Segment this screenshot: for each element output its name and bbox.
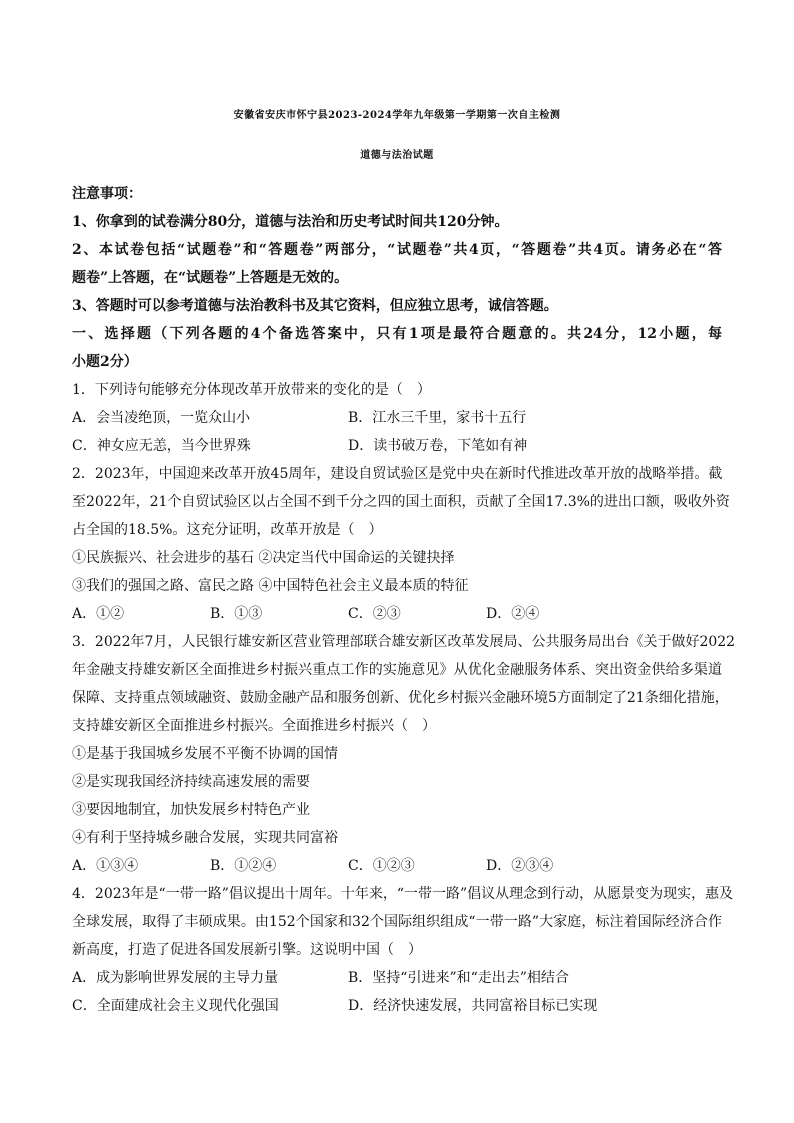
q2-stem-line2: 至2022年，21个自贸试验区以占全国不到千分之四的国土面积，贡献了全国17.3%的进出口额，吸收外资: [72, 494, 730, 510]
q3-stem-line4: 支持雄安新区全面推进乡村振兴。全面推进乡村振兴（ ）: [72, 718, 436, 734]
exam-title: 安徽省安庆市怀宁县2023-2024学年九年级第一学期第一次自主检测: [233, 110, 561, 121]
exam-subtitle: 道德与法治试题: [360, 150, 434, 161]
q2-statements-1-2: ①民族振兴、社会进步的基石 ②决定当代中国命运的关键抉择: [72, 550, 455, 566]
notice-item-2: 2、本试卷包括“试题卷”和“答题卷”两部分，“试题卷”共4页，“答题卷”共4页。请务必在“答: [72, 242, 722, 258]
q2-option-d: D．②④: [486, 606, 540, 622]
q2-stem-line1: 2．2023年，中国迎来改革开放45周年，建设自贸试验区是党中央在新时代推进改革开放的战略举措。截: [72, 466, 723, 482]
q3-option-a: A．①③④: [72, 858, 139, 874]
q4-stem-line1: 4．2023年是“一带一路”倡议提出十周年。十年来，“一带一路”倡议从理念到行动，从愿景变为现实，惠及: [72, 886, 734, 902]
q3-stem-line2: 年金融支持雄安新区全面推进乡村振兴重点工作的实施意见》从优化金融服务体系、突出资金供给多渠道: [72, 662, 722, 678]
q4-option-a: A．成为影响世界发展的主导力量: [72, 970, 279, 986]
q3-statement-4: ④有利于坚持城乡融合发展，实现共同富裕: [72, 830, 338, 846]
q3-stem-line3: 保障、支持重点领域融资、鼓励金融产品和服务创新、优化乡村振兴金融环境5方面制定了21条细化措施，: [72, 690, 729, 706]
q2-option-a: A．①②: [72, 606, 125, 622]
q4-stem-line2: 全球发展，取得了丰硕成果。由152个国家和32个国际组织组成“一带一路”大家庭，标注着国际经济合作: [72, 914, 722, 930]
notice-item-1: 1、你拿到的试卷满分80分，道德与法治和历史考试时间共120分钟。: [72, 214, 509, 230]
notice-item-3: 3、答题时可以参考道德与法治教科书及其它资料，但应独立思考，诚信答题。: [72, 298, 558, 314]
q1-option-b: B．江水三千里，家书十五行: [348, 410, 527, 426]
q1-option-a: A．会当凌绝顶，一览众山小: [72, 410, 251, 426]
section-heading: 一、选择题（下列各题的4个备选答案中，只有1项是最符合题意的。共24分，12小题，每: [72, 326, 722, 342]
q3-statement-1: ①是基于我国城乡发展不平衡不协调的国情: [72, 746, 338, 762]
q4-stem-line3: 新高度，打造了促进各国发展新引擎。这说明中国（ ）: [72, 942, 422, 958]
q1-stem: 1．下列诗句能够充分体现改革开放带来的变化的是（ ）: [72, 382, 431, 398]
q4-option-b: B．坚持“引进来”和“走出去”相结合: [348, 970, 569, 986]
q2-stem-line3: 占全国的18.5%。这充分证明，改革开放是（ ）: [72, 522, 383, 538]
section-heading-cont: 小题2分）: [72, 354, 138, 370]
q4-option-d: D．经济快速发展，共同富裕目标已实现: [348, 998, 598, 1014]
q1-option-d: D．读书破万卷，下笔如有神: [348, 438, 528, 454]
q3-option-d: D．②③④: [486, 858, 554, 874]
q3-statement-2: ②是实现我国经济持续高速发展的需要: [72, 774, 310, 790]
q2-option-b: B．①③: [210, 606, 263, 622]
q3-stem-line1: 3．2022年7月，人民银行雄安新区营业管理部联合雄安新区改革发展局、公共服务局出台《关于做好2022: [72, 634, 736, 650]
q2-option-c: C．②③: [348, 606, 401, 622]
q4-option-c: C．全面建成社会主义现代化强国: [72, 998, 279, 1014]
notice-heading: 注意事项：: [72, 186, 142, 202]
q3-statement-3: ③要因地制宜，加快发展乡村特色产业: [72, 802, 310, 818]
q3-option-c: C．①②③: [348, 858, 415, 874]
notice-item-2-cont: 题卷”上答题，在“试题卷”上答题是无效的。: [72, 270, 349, 286]
q2-statements-3-4: ③我们的强国之路、富民之路 ④中国特色社会主义最本质的特征: [72, 578, 469, 594]
q3-option-b: B．①②④: [210, 858, 277, 874]
q1-option-c: C．神女应无恙，当今世界殊: [72, 438, 251, 454]
